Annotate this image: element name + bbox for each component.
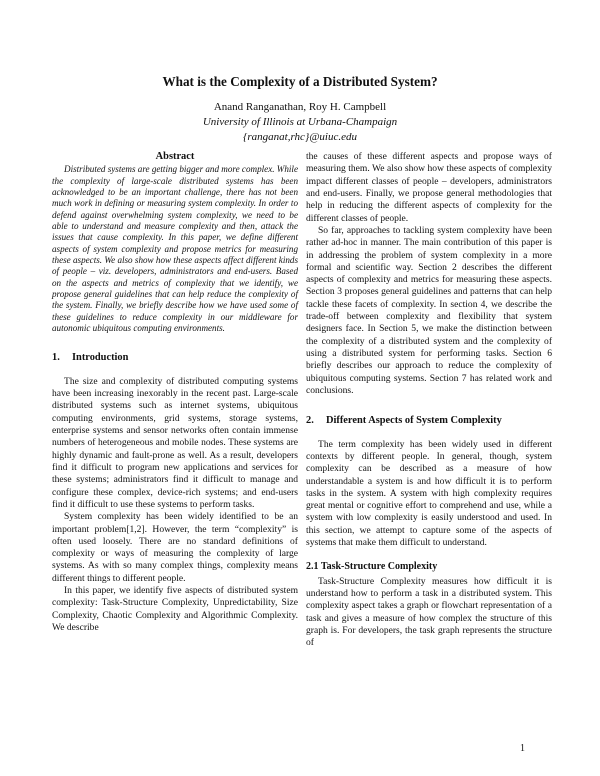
paragraph: The term complexity has been widely used in different contexts by different people. In general, though, system complexity can be described as a measure of how understandable a system is and how difficult it is to perform tasks in the system. A system with high complexity requires great mental or cognitive effort to comprehend and use, while a system with low complexity is easily understood and used. In this section, we attempt to capture some of the aspects of systems that make them difficult to understand. [306,438,552,549]
paragraph: The size and complexity of distributed computing systems have been increasing inexorably in the recent past. Large-scale distributed systems such as internet systems, ubiquitous computing environments, grid systems, storage systems, enterprise systems and sensor networks often contain immense numbers of heterogeneous and mobile nodes. These systems are highly dynamic and fault-prone as well. As a result, developers find it difficult to program new applications and services for these systems; administrators find it difficult to manage and configure these complex, device-rich systems; and end-users find it difficult to use these systems to perform tasks. [52,375,298,510]
paragraph: In this paper, we identify five aspects of distributed system complexity: Task-Structure Complexity, Unpredictability, Size Complexity, Chaotic Complexity and Algorithmic Complexity. We describe [52,585,298,634]
paragraph: Task-Structure Complexity measures how difficult it is understand how to perform a task in a distributed system. This complexity aspect takes a graph or flowchart representation of a task and gives a measure of how complex the structure of this graph is. For developers, the task graph represents the structure of [306,575,552,649]
abstract [52,151,298,334]
page-number: 1 [520,743,525,754]
author-names: Anand Ranganathan, Roy H. Campbell [213,101,387,113]
section-heading-different-aspects [306,415,552,427]
paragraph: the causes of these different aspects and propose ways of measuring them. We also show how these aspects of complexity impact different classes of people – developers, administrators and end-users. Finally, we propose general methodologies that help in reducing the different aspects of complexity for the different classes of people. [306,151,552,224]
right-column [306,151,552,650]
section-heading-introduction [52,352,298,364]
paragraph: So far, approaches to tackling system complexity have been rather ad-hoc in manner. The main contribution of this paper is in addressing the problem of system complexity in a more formal and scientific way. Section 2 describes the different aspects of complexity and metrics for measuring these aspects. Section 3 proposes general guidelines and patterns that can help tackle these facets of complexity. In section 4, we describe the trade-off between complexity and flexibility that system designers face. In Section 5, we make the distinction between the complexity of a distributed system and the complexity of using a distributed system for performing tasks. Section 6 briefly describes our approach to reduce the complexity of ubiquitous computing systems. Section 7 has related work and conclusions. [306,224,552,396]
author-email: {ranganat,rhc}@uiuc.edu [242,131,358,143]
abstract-heading: Abstract [155,151,195,162]
left-column [52,151,298,634]
abstract-text: Distributed systems are getting bigger and more complex. While the complexity of large-scale distributed systems has been acknowledged to be an important challenge, there has not been much work in defining or measuring system complexity. In order to defend against overwhelming system complexity, we need to be able to understand and measure complexity and then, attack the issues that cause complexity. In this paper, we define different aspects of system complexity and propose metrics for measuring these aspects. We also show how these aspects affect different kinds of people – viz. developers, administrators and end-users. Based on the aspects and metrics of complexity that we identify, we propose general guidelines that can help reduce the complexity of the system. Finally, we briefly describe how we have used some of these guidelines to reduce complexity in our middleware for autonomic ubiquitous computing environments. [52,164,298,334]
section-title: Different Aspects of System Complexity [326,415,502,427]
section-number: 1. [52,352,60,364]
author-block [0,100,600,145]
author-affiliation: University of Illinois at Urbana-Champaign [202,116,398,128]
subsection-heading-task-structure: 2.1 Task-Structure Complexity [306,561,438,573]
section-number: 2. [306,415,314,427]
paper-title: What is the Complexity of a Distributed System? [162,74,438,89]
section-title: Introduction [72,352,129,364]
paragraph: System complexity has been widely identified to be an important problem[1,2]. However, the term “complexity” is often used loosely. There are no standard definitions of complexity or ways of measuring the complexity of large systems. As with so many complex things, complexity means different things to different people. [52,511,298,584]
